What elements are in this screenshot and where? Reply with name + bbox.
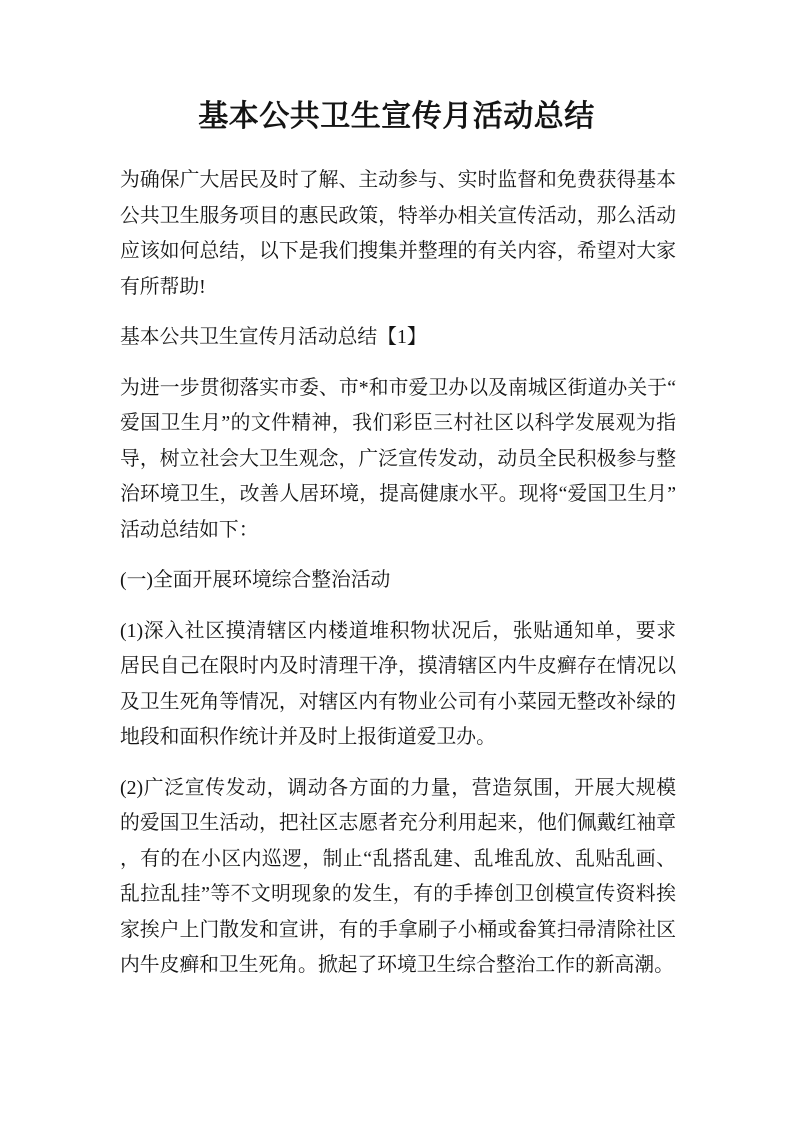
section-heading: 基本公共卫生宣传月活动总结【1】 <box>120 326 427 348</box>
document-body <box>120 163 676 999</box>
page-title: 基本公共卫生宣传月活动总结 <box>198 100 595 133</box>
list-item-1: (1)深入社区摸清辖区内楼道堆积物状况后，张贴通知单，要求居民自己在限时内及时清理干净，摸清辖区内牛皮癣存在情况以及卫生死角等情况，对辖区内有物业公司有小菜园无整改补绿的地段和面积作统计并及时上报街道爱卫办。 <box>120 619 676 748</box>
body-paragraph: 为进一步贯彻落实市委、市*和市爱卫办以及南城区街道办关于“爱国卫生月”的文件精神，我们彩臣三村社区以科学发展观为指导，树立社会大卫生观念，广泛宣传发动，动员全民积极参与整治环境卫生，改善人居环境，提高健康水平。现将“爱国卫生月”活动总结如下： <box>120 376 676 541</box>
subsection-heading: (一)全面开展环境综合整治活动 <box>120 569 391 591</box>
intro-paragraph: 为确保广大居民及时了解、主动参与、实时监督和免费获得基本公共卫生服务项目的惠民政策，特举办相关宣传活动，那么活动应该如何总结，以下是我们搜集并整理的有关内容，希望对大家有所帮助! <box>120 169 676 298</box>
list-item-2: (2)广泛宣传发动，调动各方面的力量，营造氛围，开展大规模的爱国卫生活动，把社区志愿者充分利用起来，他们佩戴红袖章，有的在小区内巡逻，制止“乱搭乱建、乱堆乱放、乱贴乱画、乱拉乱挂”等不文明现象的发生，有的手捧创卫创模宣传资料挨家挨户上门散发和宣讲，有的手拿刷子小桶或畚箕扫帚清除社区内牛皮癣和卫生死角。掀起了环境卫生综合整治工作的新高潮。 <box>120 776 676 976</box>
